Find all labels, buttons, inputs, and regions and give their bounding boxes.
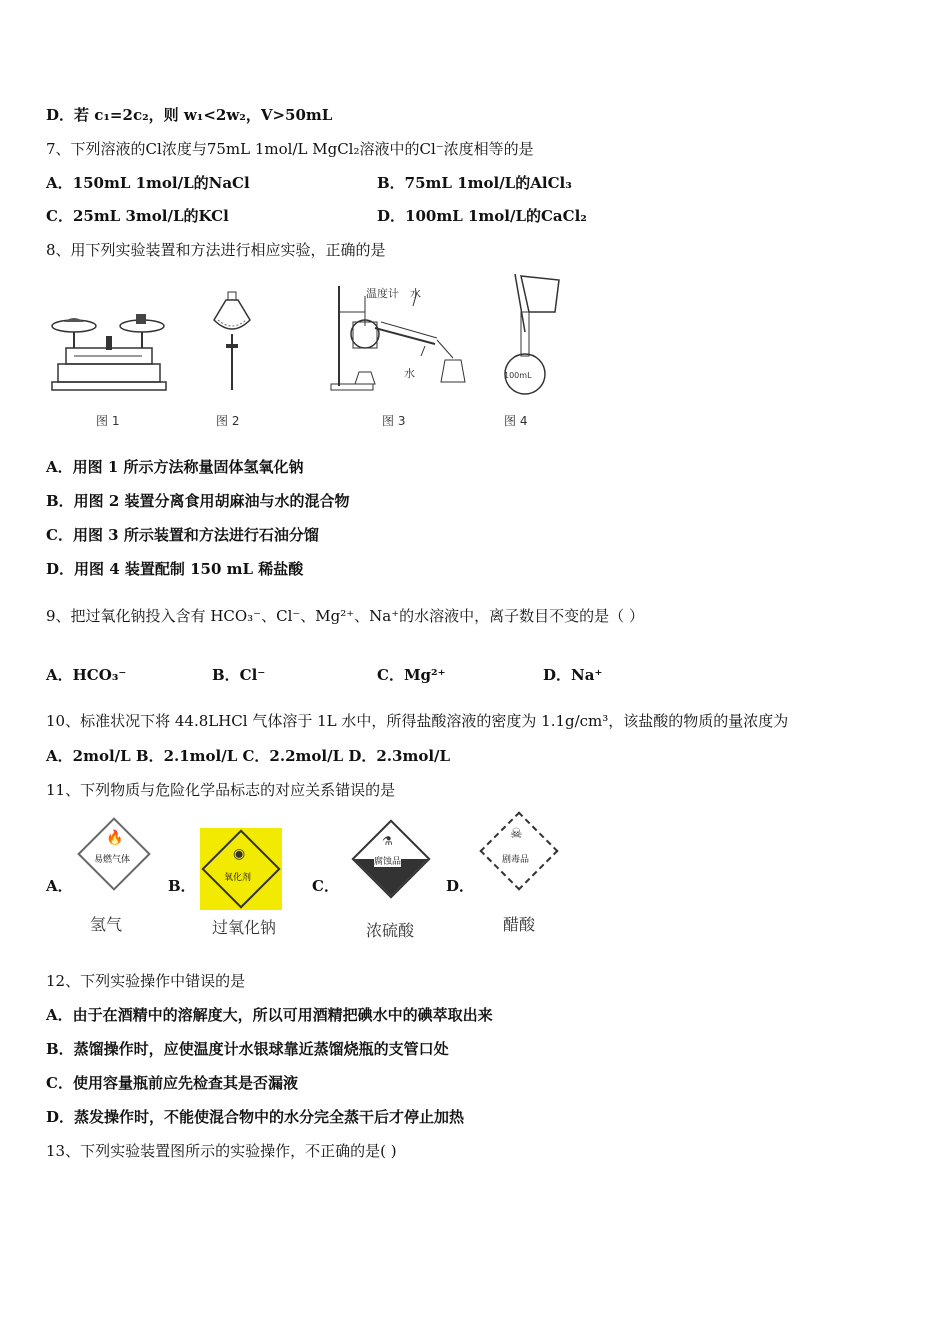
water-in-label: 水	[410, 287, 421, 300]
q11-caption-d: 醋酸	[503, 915, 536, 934]
corrosive-sign	[352, 820, 430, 898]
q11-letter-b: B．	[168, 877, 196, 895]
q11-letter-d: D．	[446, 877, 475, 895]
q10-stem: 10、标准状况下将 44.8LHCl 气体溶于 1L 水中，所得盐酸溶液的密度为 1.1g/cm³，该盐酸的物质的量浓度为	[46, 712, 789, 730]
toxic-sign-text: 剧毒品	[502, 855, 530, 865]
toxic-sign	[480, 812, 558, 890]
q7-option-b: B．75mL 1mol/L的AlCl₃	[377, 174, 572, 192]
oxidizer-sign	[200, 828, 282, 910]
q11-letter-a: A．	[46, 877, 73, 895]
q11-caption-a: 氢气	[90, 915, 123, 934]
q8-option-a: A．用图 1 所示方法称量固体氢氧化钠	[46, 458, 304, 476]
q7-stem: 7、下列溶液的Cl浓度与75mL 1mol/L MgCl₂溶液中的Cl⁻浓度相等的是	[46, 140, 534, 158]
fig4-caption: 图 4	[504, 414, 528, 428]
q8-option-b: B．用图 2 装置分离食用胡麻油与水的混合物	[46, 492, 350, 510]
q9-option-b: B．Cl⁻	[212, 666, 266, 684]
q9-option-c: C．Mg²⁺	[377, 666, 446, 684]
q7-option-a: A．150mL 1mol/L的NaCl	[46, 174, 250, 192]
flame-icon: 🔥	[106, 830, 124, 846]
q7-option-c: C．25mL 3mol/L的KCl	[46, 207, 229, 225]
q9-option-a: A．HCO₃⁻	[46, 666, 127, 684]
thermometer-label: 温度计	[366, 287, 399, 300]
q8-option-d: D．用图 4 装置配制 150 mL 稀盐酸	[46, 560, 304, 578]
q12-option-a: A．由于在酒精中的溶解度大，所以可用酒精把碘水中的碘萃取出来	[46, 1006, 493, 1024]
corrosive-sign-text: 腐蚀品	[374, 854, 401, 867]
flammable-gas-sign	[78, 818, 150, 890]
balance-figure	[50, 300, 168, 395]
toxic-sign-diamond	[479, 811, 558, 890]
flame-over-circle-icon: ◉	[233, 846, 246, 862]
q7-option-d: D．100mL 1mol/L的CaCl₂	[377, 207, 587, 225]
q11-letter-c: C．	[312, 877, 339, 895]
skull-crossbones-icon: ☠	[510, 826, 523, 842]
q12-option-d: D．蒸发操作时，不能使混合物中的水分完全蒸干后才停止加热	[46, 1108, 465, 1126]
q11-caption-b: 过氧化钠	[212, 918, 277, 937]
q8-stem: 8、用下列实验装置和方法进行相应实验，正确的是	[46, 241, 386, 259]
separatory-funnel-figure	[210, 290, 254, 395]
fig3-caption: 图 3	[382, 414, 406, 428]
q11-stem: 11、下列物质与危险化学品标志的对应关系错误的是	[46, 781, 396, 799]
q6-option-d: D．若 c₁=2c₂，则 w₁<2w₂，V>50mL	[46, 106, 333, 124]
flammable-gas-sign-text: 易燃气体	[94, 855, 131, 865]
q11-caption-c: 浓硫酸	[366, 921, 415, 940]
q12-stem: 12、下列实验操作中错误的是	[46, 972, 246, 990]
flask-volume-label: 100mL	[504, 371, 532, 380]
oxidizer-sign-text: 氧化剂	[224, 873, 252, 883]
q12-option-c: C．使用容量瓶前应先检查其是否漏液	[46, 1074, 298, 1092]
q9-stem: 9、把过氧化钠投入含有 HCO₃⁻、Cl⁻、Mg²⁺、Na⁺的水溶液中，离子数目不变的是（ ）	[46, 607, 644, 625]
q9-option-d: D．Na⁺	[543, 666, 603, 684]
q12-option-b: B．蒸馏操作时，应使温度计水银球靠近蒸馏烧瓶的支管口处	[46, 1040, 449, 1058]
q8-option-c: C．用图 3 所示装置和方法进行石油分馏	[46, 526, 319, 544]
water-out-label: 水	[404, 367, 415, 380]
fig1-caption: 图 1	[96, 414, 120, 428]
oxidizer-sign-diamond	[201, 829, 280, 908]
corrosion-icon: ⚗	[382, 834, 393, 848]
fig2-caption: 图 2	[216, 414, 240, 428]
q10-options: A．2mol/L B．2.1mol/L C．2.2mol/L D．2.3mol/L	[46, 747, 451, 765]
q13-stem: 13、下列实验装置图所示的实验操作，不正确的是( )	[46, 1142, 397, 1160]
